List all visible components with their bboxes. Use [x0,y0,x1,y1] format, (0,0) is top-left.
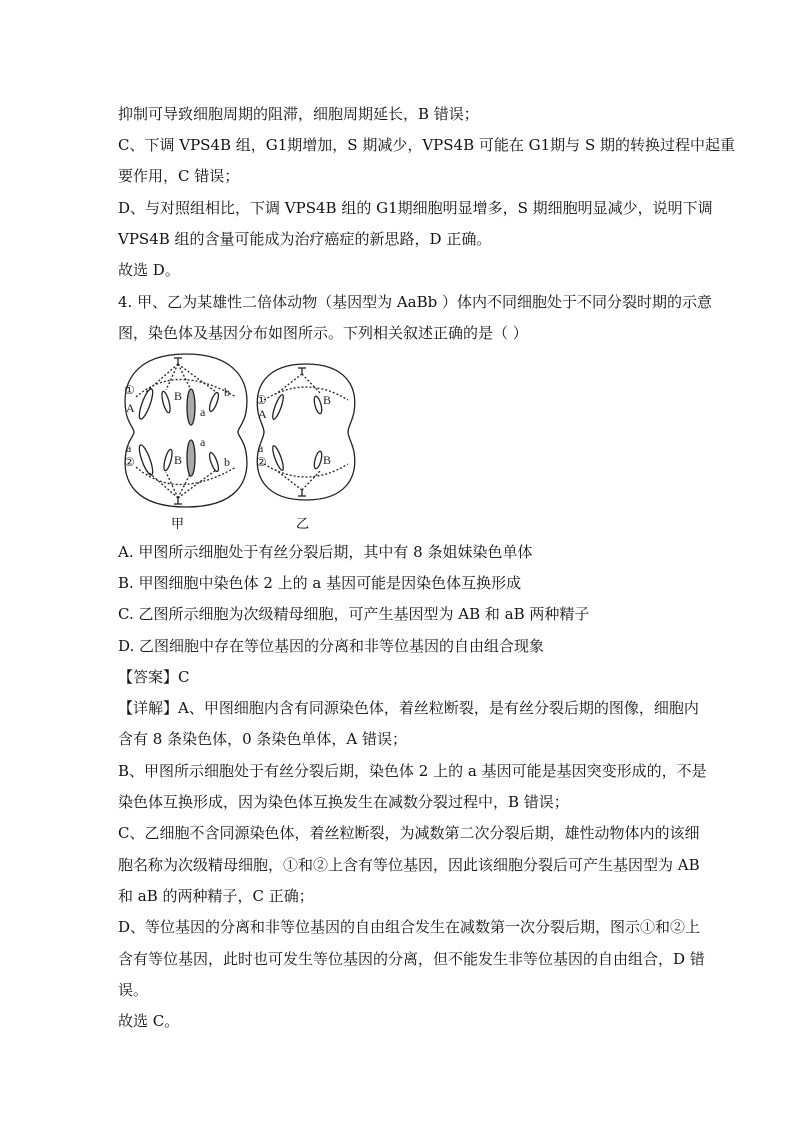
explanation-line: B、甲图所示细胞处于有丝分裂后期，染色体 2 上的 a 基因可能是基因突变形成的，不是 [118,762,707,780]
question-stem: 图，染色体及基因分布如图所示。下列相关叙述正确的是（ ） [118,324,528,342]
label-two: ② [256,455,267,469]
answer-line: 【答案】C [118,668,190,686]
explanation-line: 故选 C。 [118,1012,180,1030]
text-line: 故选 D。 [118,261,180,279]
label-A: A [258,407,267,421]
text-line: 要作用，C 错误； [118,167,240,185]
caption-yi: 乙 [296,516,310,531]
text-line: D、与对照组相比，下调 VPS4B 组的 G1期细胞明显增多，S 期细胞明显减少，说明下调 [118,199,713,217]
explanation-line: 胞名称为次级精母细胞，①和②上含有等位基因，因此该细胞分裂后可产生基因型为 AB [118,856,700,874]
explanation-line: 含有 8 条染色体，0 条染色单体，A 错误； [118,730,407,748]
text-line: 抑制可导致细胞周期的阻滞，细胞周期延长，B 错误； [118,105,479,123]
explanation-line: 染色体互换形成，因为染色体互换发生在减数分裂过程中，B 错误； [118,793,569,811]
cell-jia [125,354,247,507]
label-two: ② [124,455,135,469]
question-stem: 4. 甲、乙为某雄性二倍体动物（基因型为 AaBb ）体内不同细胞处于不同分裂时期的示意 [118,293,713,311]
label-B: B [323,453,332,467]
label-one: ① [124,383,135,397]
label-B: B [174,453,183,467]
option-a: A. 甲图所示细胞处于有丝分裂后期，其中有 8 条姐妹染色单体 [118,543,533,561]
explanation-line: 误。 [118,981,149,999]
option-c: C. 乙图所示细胞为次级精母细胞，可产生基因型为 AB 和 aB 两种精子 [118,605,590,623]
label-a: a [126,441,132,455]
label-a: a [200,405,206,419]
option-b: B. 甲图细胞中染色体 2 上的 a 基因可能是因染色体互换形成 [118,574,522,592]
label-a: a [258,441,264,455]
label-a: a [200,435,206,449]
text-line: VPS4B 组的含量可能成为治疗癌症的新思路，D 正确。 [118,230,492,248]
option-d: D. 乙图细胞中存在等位基因的分离和非等位基因的自由组合现象 [118,637,545,655]
explanation-line: 含有等位基因，此时也可发生等位基因的分离，但不能发生非等位基因的自由组合，D 错 [118,950,705,968]
text-line: C、下调 VPS4B 组，G1期增加，S 期减少，VPS4B 可能在 G1期与 S 期的转换过程中起重 [118,136,735,154]
explanation-line: 【详解】A、甲图细胞内含有同源染色体，着丝粒断裂，是有丝分裂后期的图像，细胞内 [118,699,699,717]
label-B: B [174,389,183,403]
cell-yi [257,364,354,500]
label-b: b [224,455,230,469]
label-A: A [126,401,135,415]
explanation-line: C、乙细胞不含同源染色体，着丝粒断裂，为减数第二次分裂后期，雄性动物体内的该细 [118,824,700,842]
label-B: B [323,393,332,407]
label-b: b [224,385,230,399]
explanation-line: 和 aB 的两种精子，C 正确； [118,887,314,905]
caption-jia: 甲 [171,516,185,531]
explanation-line: D、等位基因的分离和非等位基因的自由组合发生在减数第一次分裂后期，图示①和②上 [118,918,701,936]
cell-division-figure [116,352,376,532]
label-one: ① [256,393,267,407]
